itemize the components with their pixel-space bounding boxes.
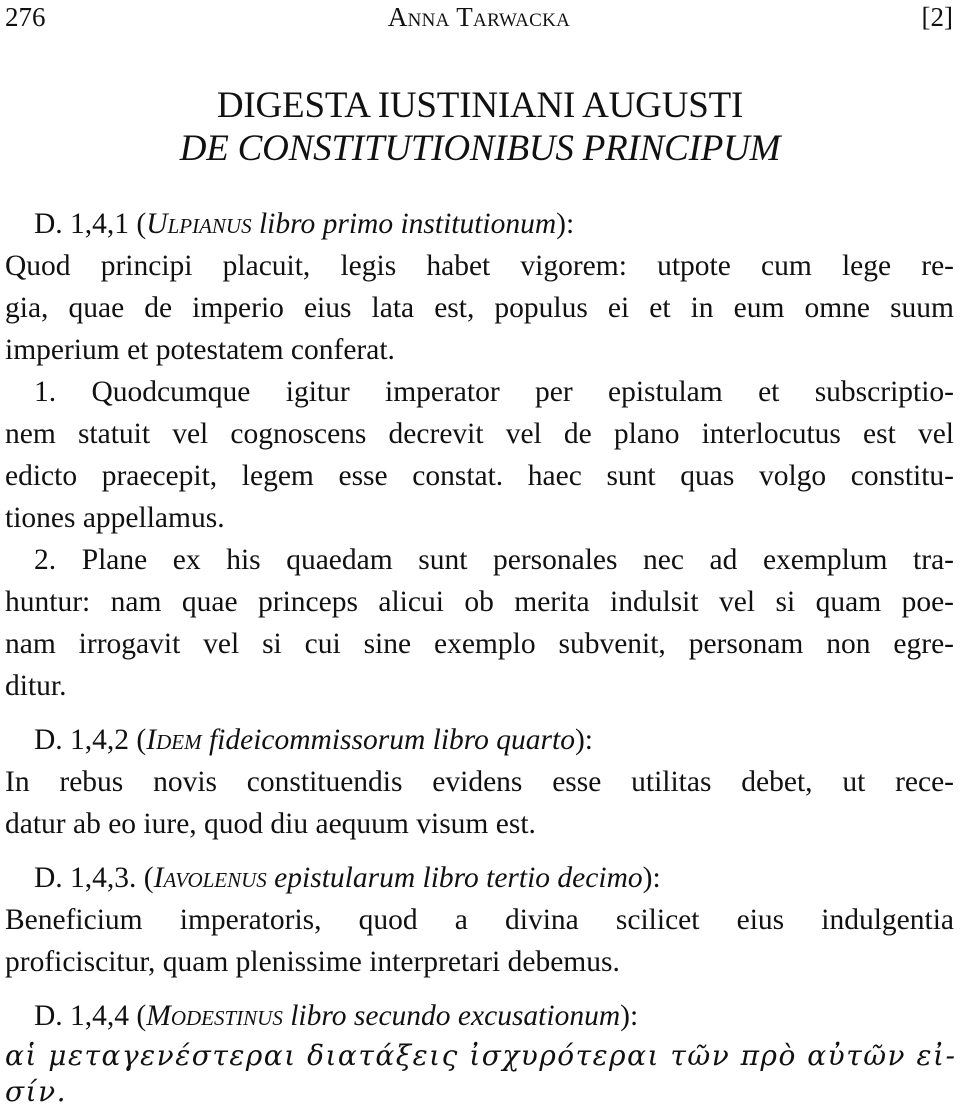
text-line: ditur.: [5, 670, 67, 702]
running-head-author: Anna Tarwacka: [387, 2, 571, 32]
citation-number: D. 1,4,1 (: [34, 208, 147, 240]
text-line: imperium et potestatem conferat.: [5, 334, 395, 366]
citation-number: D. 1,4,4 (: [34, 1000, 147, 1032]
text-line: edicto praecepit, legem esse constat. haec sunt quas volgo constitu-: [5, 460, 954, 492]
fragment-citation: [34, 203, 954, 245]
text-line: In rebus novis constituendis evidens esse utilitas debet, ut rece-: [5, 766, 954, 798]
jurist-name: Idem: [146, 724, 202, 756]
jurist-name: Iavolenus: [153, 862, 267, 894]
source-title: fideicommissorum libro quarto: [201, 724, 575, 756]
greek-text-line: σίν.: [5, 1075, 68, 1108]
citation-number: D. 1,4,2 (: [34, 724, 147, 756]
source-title: libro secundo excusationum: [282, 1000, 621, 1032]
text-line: Quod principi placuit, legis habet vigorem: utpote cum lege re-: [5, 250, 954, 282]
source-title: libro primo institutionum: [251, 208, 557, 240]
fragment-citation: [34, 995, 954, 1037]
title-line-2: DE CONSTITUTIONIBUS PRINCIPUM: [179, 128, 781, 169]
text-line: huntur: nam quae princeps alicui ob merita indulsit vel si quam poe-: [5, 586, 954, 618]
text-line: nem statuit vel cognoscens decrevit vel de plano interlocutus est vel: [5, 418, 954, 450]
text-line: datur ab eo iure, quod diu aequum visum est.: [5, 808, 536, 840]
text-line: tiones appellamus.: [5, 502, 225, 534]
text-line: 2. Plane ex his quaedam sunt personales nec ad exemplum tra-: [34, 544, 954, 576]
source-title: epistularum libro tertio decimo: [266, 862, 643, 894]
text-line: nam irrogavit vel si cui sine exemplo subvenit, personam non egre-: [5, 628, 954, 660]
fragment-citation: [34, 719, 954, 761]
text-line: Beneficium imperatoris, quod a divina scilicet eius indulgentia: [5, 904, 954, 936]
text-line: gia, quae de imperio eius lata est, populus ei et in eum omne suum: [5, 292, 954, 324]
citation-close: ):: [620, 1000, 639, 1032]
citation-close: ):: [642, 862, 661, 894]
page-number: 276: [5, 2, 46, 32]
text-line: proficiscitur, quam plenissime interpretari debemus.: [5, 946, 620, 978]
greek-text-line: αἱ μεταγενέστεραι διατάξεις ἰσχυρότεραι τῶν πρὸ αὐτῶν εἰ-: [5, 1039, 957, 1072]
citation-number: D. 1,4,3. (: [34, 862, 154, 894]
citation-close: ):: [574, 724, 594, 756]
fragment-citation: [34, 857, 954, 899]
text-line: 1. Quodcumque igitur imperator per epistulam et subscriptio-: [34, 376, 954, 408]
jurist-name: Modestinus: [146, 1000, 283, 1032]
citation-close: ):: [556, 208, 575, 240]
running-head: [5, 0, 953, 34]
jurist-name: Ulpianus: [146, 208, 252, 240]
title-line-1: DIGESTA IUSTINIANI AUGUSTI: [216, 85, 744, 126]
section-number: [2]: [921, 2, 953, 32]
